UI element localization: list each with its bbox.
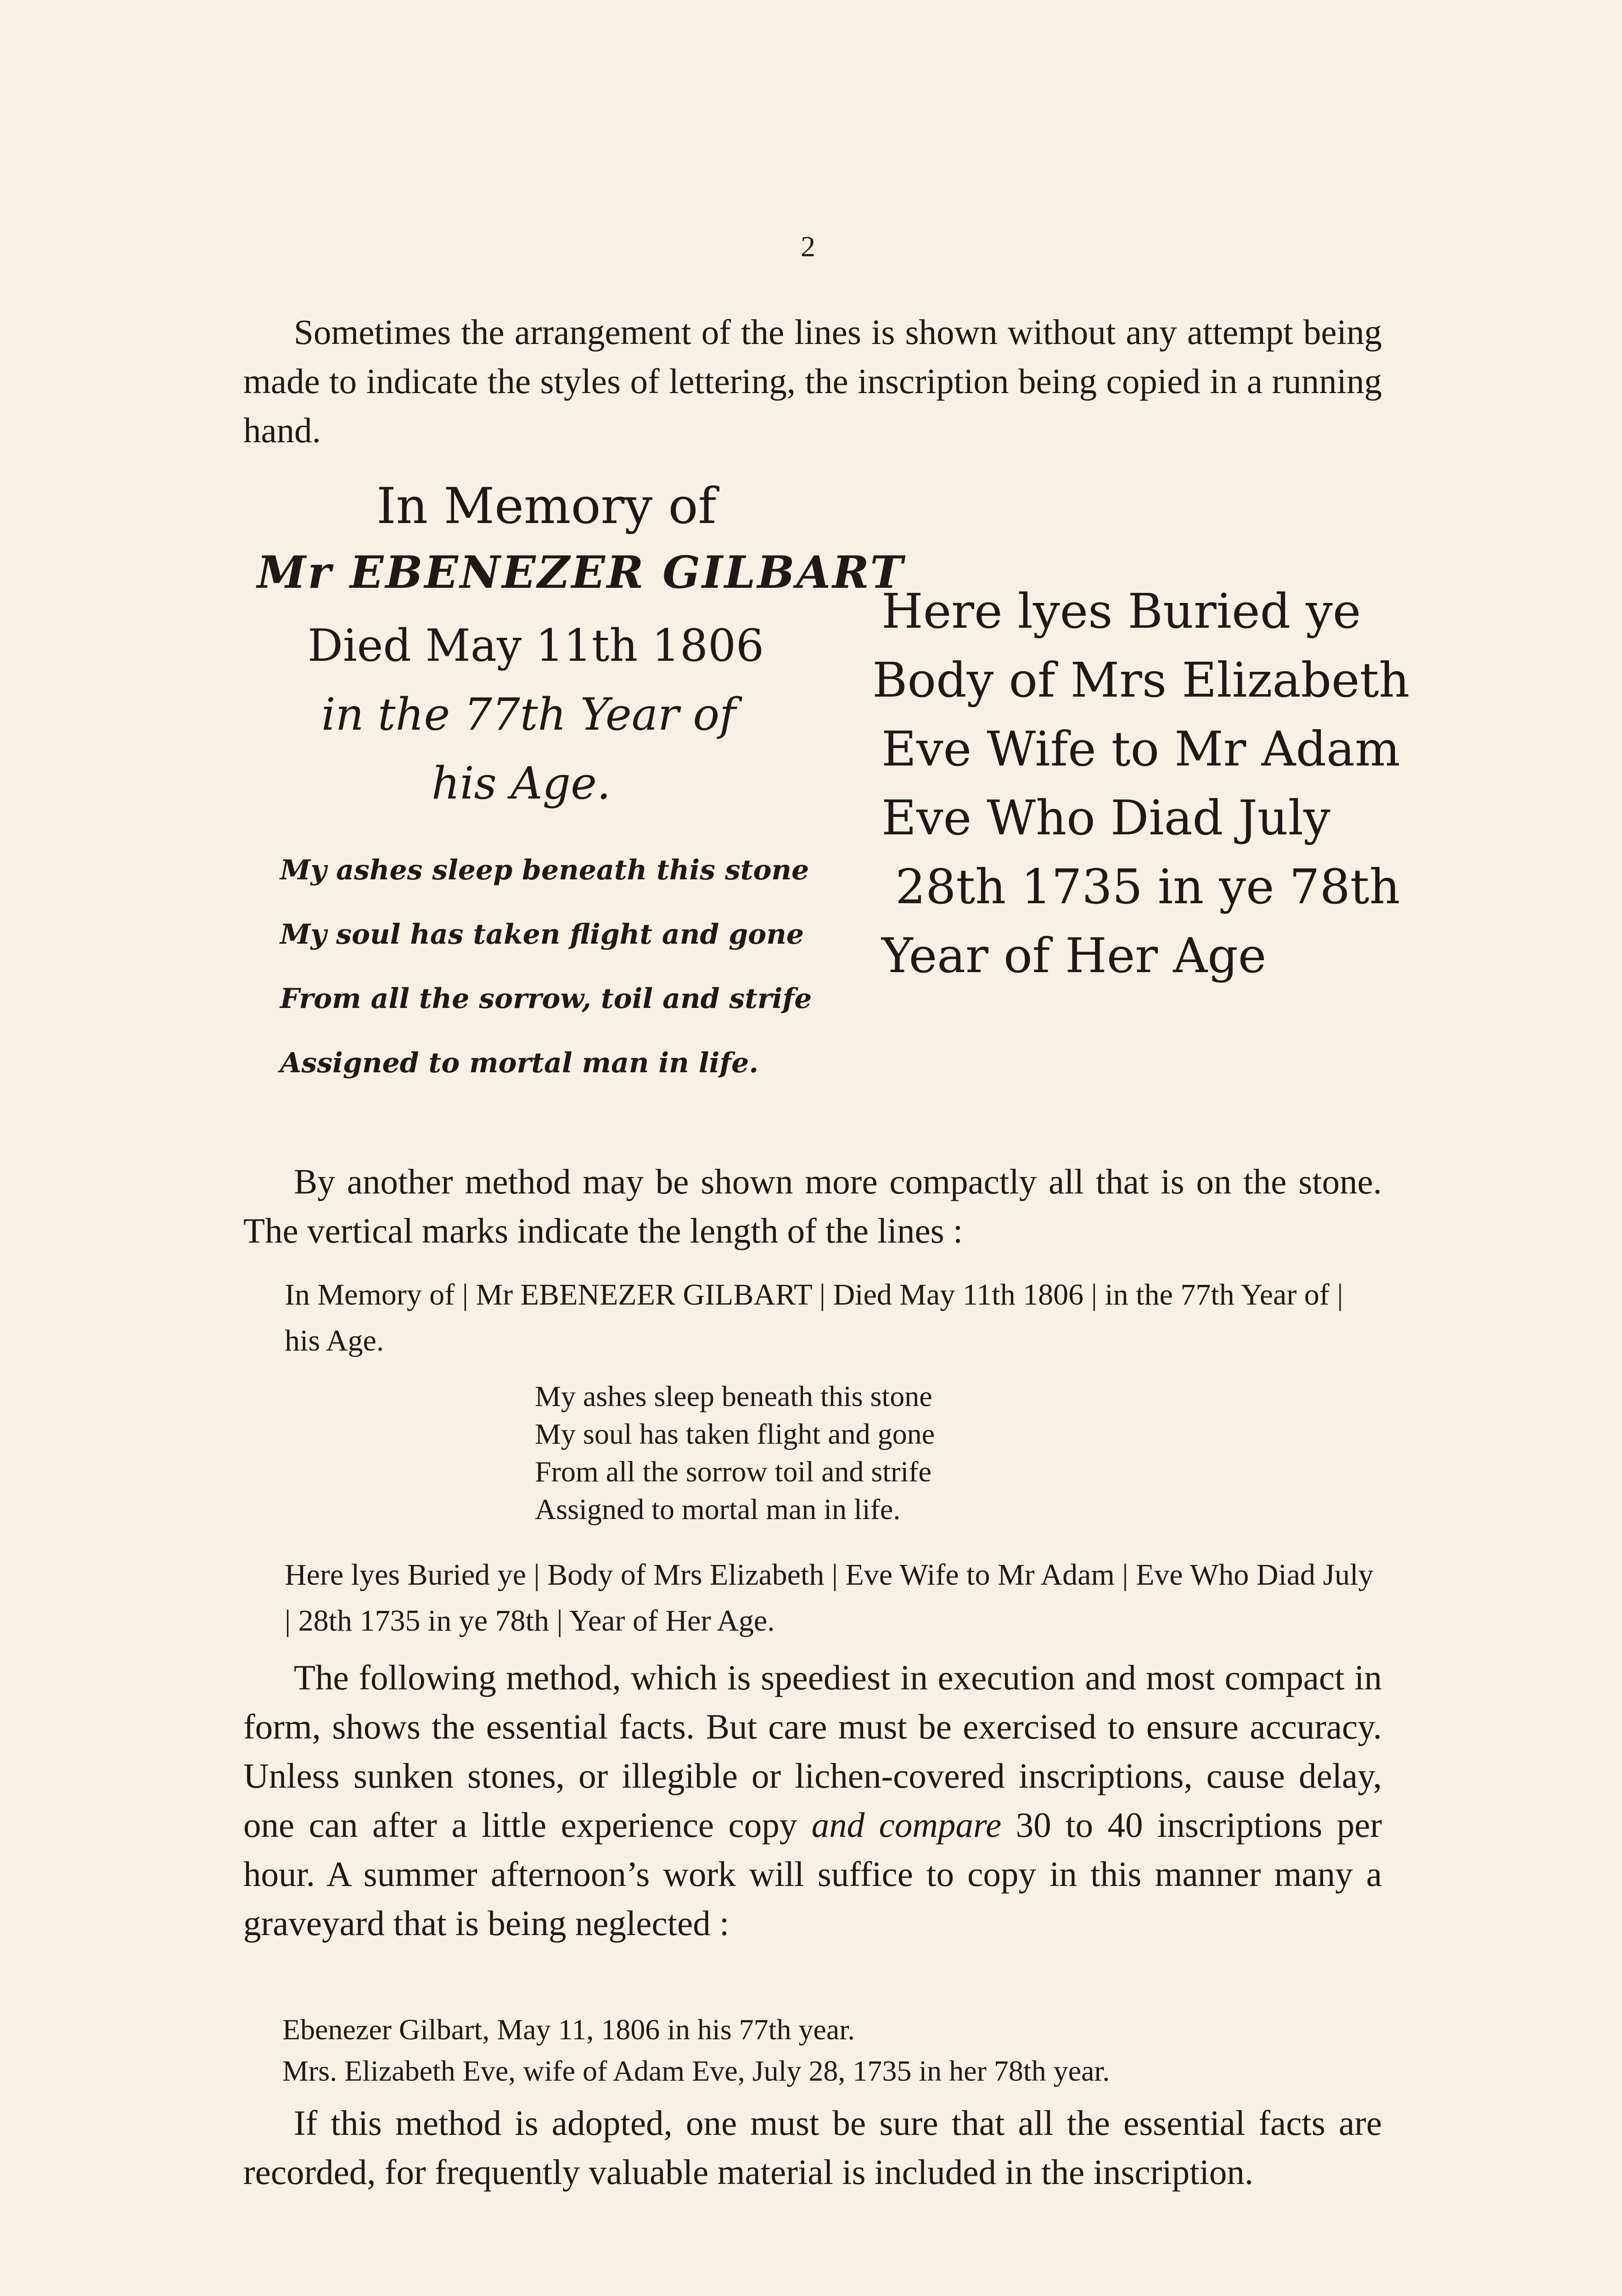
inscription-2-line-4: Eve Who Diad July	[881, 790, 1330, 846]
page-number: 2	[801, 230, 815, 263]
brief-entry-gilbart: Ebenezer Gilbart, May 11, 1806 in his 77th year.	[282, 2013, 855, 2046]
paragraph-2-text: By another method may be shown more compactly all that is on the stone. The vertical marks indicate the length of the lines :	[243, 1162, 1382, 1250]
inscription-2-line-5: 28th 1735 in ye 78th	[895, 859, 1400, 915]
paragraph-compact-method	[243, 1157, 1382, 1255]
inscription-1-line-1: In Memory of	[376, 478, 717, 535]
verse-line-2: My soul has taken flight and gone	[535, 1418, 935, 1450]
pipe-transcription-eve	[243, 1552, 1382, 1644]
verse-line-4: Assigned to mortal man in life.	[535, 1493, 901, 1525]
pipe-transcription-2-text: Here lyes Buried ye | Body of Mrs Elizabeth | Eve Wife to Mr Adam | Eve Who Diad July | 28th 1735 in ye 78th | Year of Her Age.	[285, 1558, 1374, 1638]
verse-line-1: My ashes sleep beneath this stone	[535, 1380, 932, 1412]
pipe-transcription-1-text: In Memory of | Mr EBENEZER GILBART | Died May 11th 1806 | in the 77th Year of | his Age.	[285, 1278, 1343, 1357]
paragraph-caution	[243, 2099, 1382, 2197]
verse-line-3: From all the sorrow toil and strife	[535, 1455, 932, 1488]
paragraph-speedy-method	[243, 1653, 1382, 1948]
inscription-1-verse-2: My soul has taken flight and gone	[280, 918, 804, 951]
paragraph-3-emphasis: and compare	[811, 1805, 1002, 1845]
inscription-1-verse-4: Assigned to mortal man in life.	[280, 1047, 759, 1079]
verse-block	[535, 1378, 935, 1528]
inscription-1-verse-3: From all the sorrow, toil and strife	[280, 983, 812, 1015]
paragraph-1-text: Sometimes the arrangement of the lines is shown without any attempt being made to indicate the styles of lettering, the inscription being copied in a running hand.	[243, 312, 1382, 450]
inscription-1-line-2: Mr EBENEZER GILBART	[257, 546, 905, 598]
paragraph-running-hand	[243, 308, 1382, 455]
inscription-2-line-1: Here lyes Buried ye	[881, 583, 1361, 639]
paragraph-3-part-2: 30 to 40 inscriptions per hour. A summer afternoon’s work will suffice to copy in this manner many a graveyard that is being neglected :	[243, 1805, 1382, 1943]
inscription-1-line-5: his Age.	[432, 758, 611, 809]
pipe-transcription-gilbart	[243, 1272, 1382, 1364]
paragraph-4-text: If this method is adopted, one must be sure that all the essential facts are recorded, for frequently valuable material is included in the inscription.	[243, 2103, 1382, 2192]
inscription-2-line-2: Body of Mrs Elizabeth	[872, 652, 1410, 708]
paragraph-3-part-1: The following method, which is speediest in execution and most compact in form, shows the essential facts. But care must be exercised to ensure accuracy. Unless sunken stones, or illegible or lichen-covered inscriptions, cause delay, one can after a little experience copy	[243, 1658, 1382, 1845]
inscription-1-line-3: Died May 11th 1806	[308, 620, 764, 671]
inscription-1-verse-1: My ashes sleep beneath this stone	[280, 854, 809, 886]
inscription-2-line-3: Eve Wife to Mr Adam	[881, 721, 1400, 777]
inscription-1-line-4: in the 77th Year of	[321, 689, 736, 740]
brief-entry-eve: Mrs. Elizabeth Eve, wife of Adam Eve, July 28, 1735 in her 78th year.	[282, 2054, 1110, 2087]
inscription-2-line-6: Year of Her Age	[881, 928, 1267, 984]
